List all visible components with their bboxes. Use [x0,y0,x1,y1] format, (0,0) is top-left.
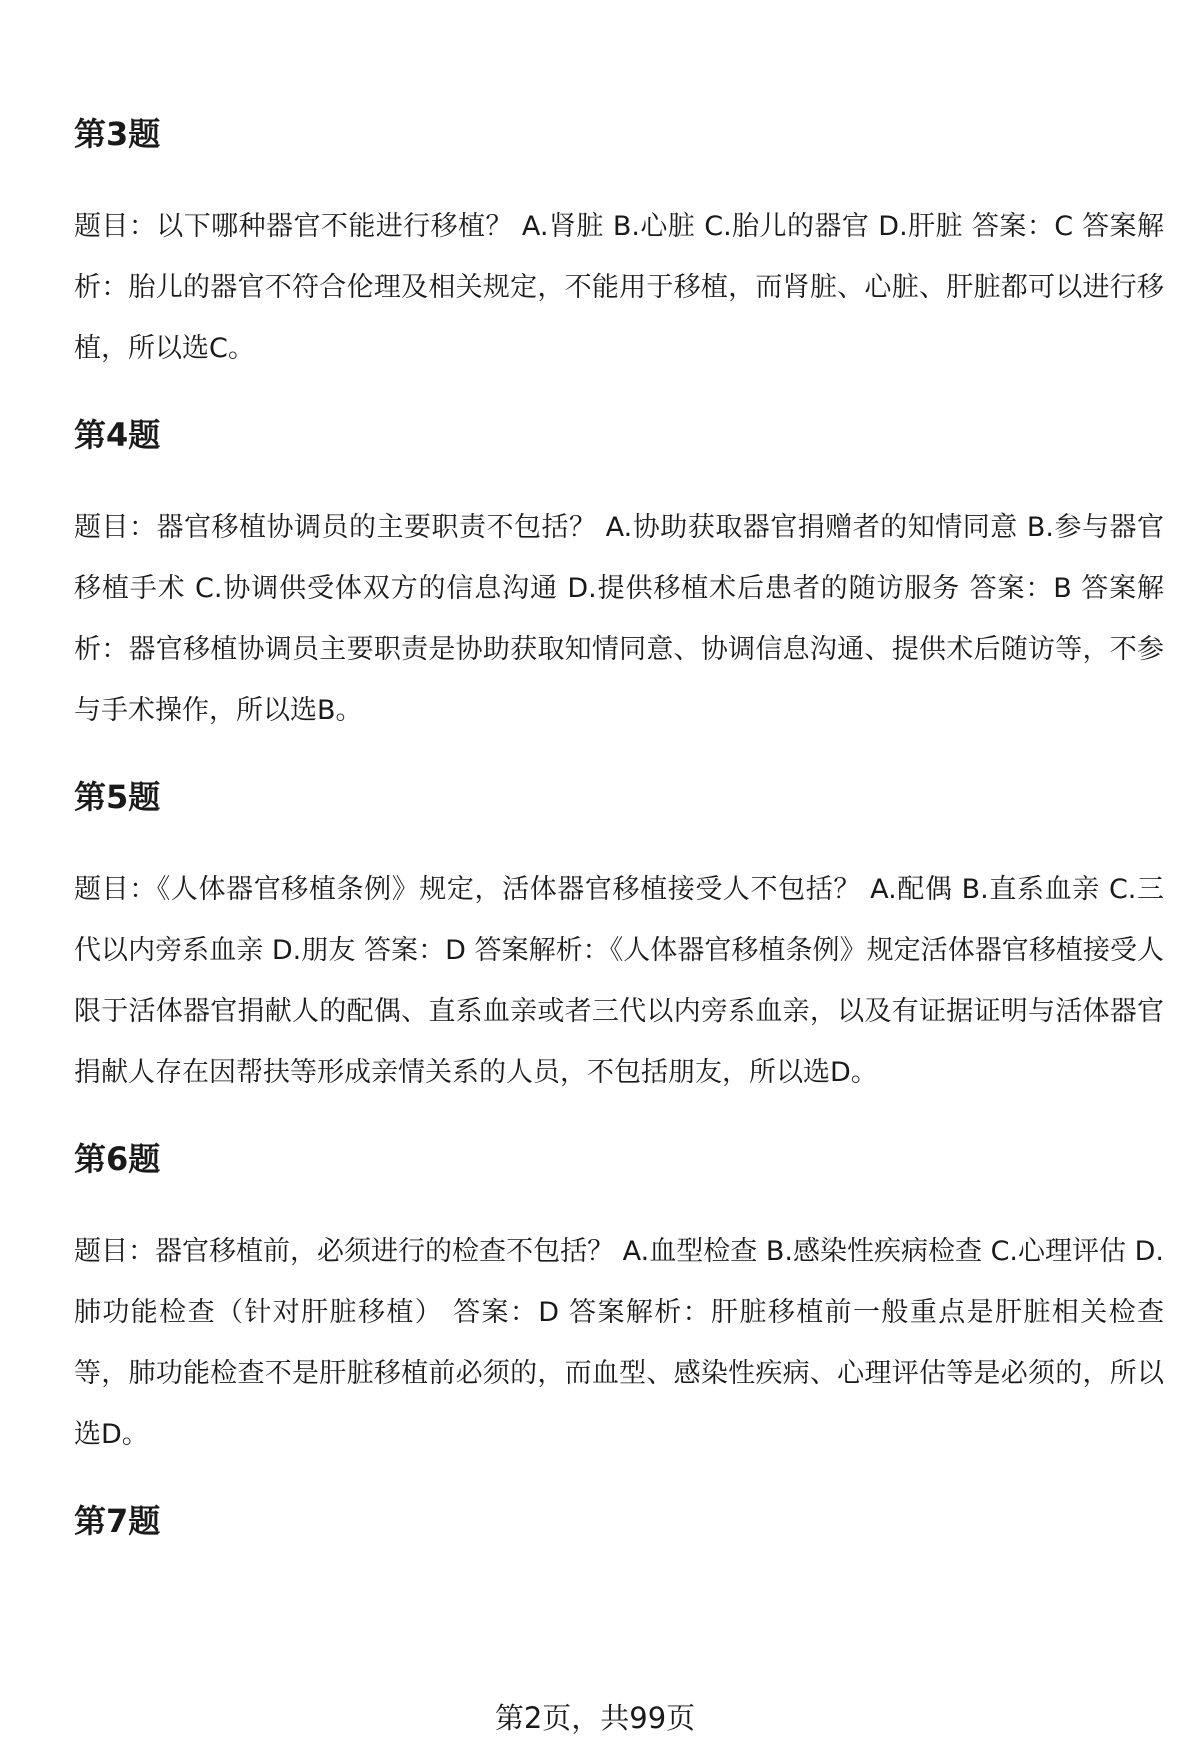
question-body: 题目：以下哪种器官不能进行移植？ A.肾脏 B.心脏 C.胎儿的器官 D.肝脏 答案：C 答案解析：胎儿的器官不符合伦理及相关规定，不能用于移植，而肾脏、心脏、肝脏都可以进行移植，所以选C。 [74,211,1164,364]
question-title: 第3题 [74,115,161,153]
question-body: 题目：器官移植协调员的主要职责不包括？ A.协助获取器官捐赠者的知情同意 B.参与器官移植手术 C.协调供受体双方的信息沟通 D.提供移植术后患者的随访服务 答案：B 答案解析：器官移植协调员主要职责是协助获取知情同意、协调信息沟通、提供术后随访等，不参与手术操作，所以选B。 [74,512,1164,726]
question-body: 题目：器官移植前，必须进行的检查不包括？ A.血型检查 B.感染性疾病检查 C.心理评估 D.肺功能检查（针对肝脏移植） 答案：D 答案解析：肝脏移植前一般重点是肝脏相关检查等，肺功能检查不是肝脏移植前必须的，而血型、感染性疾病、心理评估等是必须的，所以选D。 [74,1236,1164,1450]
question-title: 第7题 [74,1502,161,1540]
question-6 [74,1137,1164,1465]
question-3 [74,112,1164,379]
page-number: 第2页，共99页 [494,1701,696,1735]
question-5 [74,775,1164,1103]
question-title: 第4题 [74,416,161,454]
question-body: 题目：《人体器官移植条例》规定，活体器官移植接受人不包括？ A.配偶 B.直系血亲 C.三代以内旁系血亲 D.朋友 答案：D 答案解析：《人体器官移植条例》规定活体器官移植接受人限于活体器官捐献人的配偶、直系血亲或者三代以内旁系血亲，以及有证据证明与活体器官捐献人存在因帮扶等形成亲情关系的人员，不包括朋友，所以选D。 [74,874,1164,1088]
question-4 [74,413,1164,741]
question-title: 第5题 [74,778,161,816]
question-7 [74,1499,1164,1543]
question-title: 第6题 [74,1140,161,1178]
question-list [74,92,1164,1583]
